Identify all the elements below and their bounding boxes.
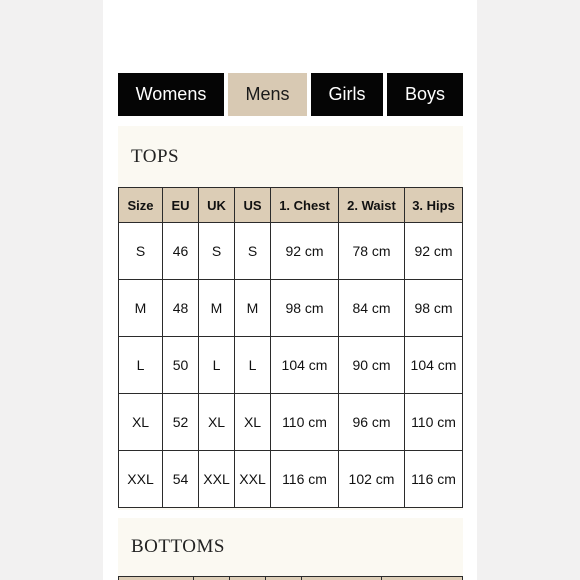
table-header-cell [302, 577, 382, 580]
table-cell: 90 cm [339, 337, 405, 394]
size-guide-panel [103, 0, 477, 580]
tops-size-table [118, 187, 463, 508]
table-cell: S [119, 223, 163, 280]
table-cell: S [199, 223, 235, 280]
size-category-tabs [118, 73, 463, 116]
header-eu: EU [163, 188, 199, 223]
tab-girls[interactable]: Girls [311, 73, 383, 116]
table-cell: 54 [163, 451, 199, 508]
bottoms-size-table [118, 576, 463, 580]
table-cell: S [235, 223, 271, 280]
table-cell: M [199, 280, 235, 337]
table-cell: 110 cm [271, 394, 339, 451]
table-cell: 116 cm [271, 451, 339, 508]
table-header-cell [266, 577, 302, 580]
table-cell: 92 cm [271, 223, 339, 280]
table-cell: 98 cm [405, 280, 463, 337]
tab-womens[interactable]: Womens [118, 73, 224, 116]
table-cell: 92 cm [405, 223, 463, 280]
table-cell: XXL [119, 451, 163, 508]
table-row [119, 451, 463, 508]
table-cell: 96 cm [339, 394, 405, 451]
table-header-cell [230, 577, 266, 580]
table-cell: 78 cm [339, 223, 405, 280]
table-cell: XXL [199, 451, 235, 508]
table-cell: 104 cm [271, 337, 339, 394]
bottoms-section [118, 518, 463, 580]
table-row [119, 280, 463, 337]
table-cell: 46 [163, 223, 199, 280]
tab-mens[interactable]: Mens [228, 73, 307, 116]
header-hips: 3. Hips [405, 188, 463, 223]
table-cell: XL [119, 394, 163, 451]
bottoms-title: BOTTOMS [131, 536, 225, 557]
table-cell: 52 [163, 394, 199, 451]
table-header-cell [119, 577, 194, 580]
table-header-cell [382, 577, 463, 580]
table-cell: 116 cm [405, 451, 463, 508]
header-us: US [235, 188, 271, 223]
table-row [119, 337, 463, 394]
header-chest: 1. Chest [271, 188, 339, 223]
table-header-row [119, 577, 463, 580]
table-cell: 104 cm [405, 337, 463, 394]
table-header-cell [194, 577, 230, 580]
table-cell: XL [199, 394, 235, 451]
tops-title: TOPS [131, 146, 180, 167]
table-cell: 50 [163, 337, 199, 394]
table-cell: 98 cm [271, 280, 339, 337]
table-cell: XXL [235, 451, 271, 508]
table-cell: L [119, 337, 163, 394]
table-cell: 84 cm [339, 280, 405, 337]
table-header-row [119, 188, 463, 223]
table-cell: L [199, 337, 235, 394]
table-cell: XL [235, 394, 271, 451]
table-cell: 48 [163, 280, 199, 337]
table-row [119, 394, 463, 451]
header-size: Size [119, 188, 163, 223]
tops-section [118, 126, 463, 510]
header-waist: 2. Waist [339, 188, 405, 223]
table-row [119, 223, 463, 280]
table-cell: M [119, 280, 163, 337]
table-cell: M [235, 280, 271, 337]
table-cell: L [235, 337, 271, 394]
tab-boys[interactable]: Boys [387, 73, 463, 116]
table-cell: 110 cm [405, 394, 463, 451]
table-cell: 102 cm [339, 451, 405, 508]
header-uk: UK [199, 188, 235, 223]
